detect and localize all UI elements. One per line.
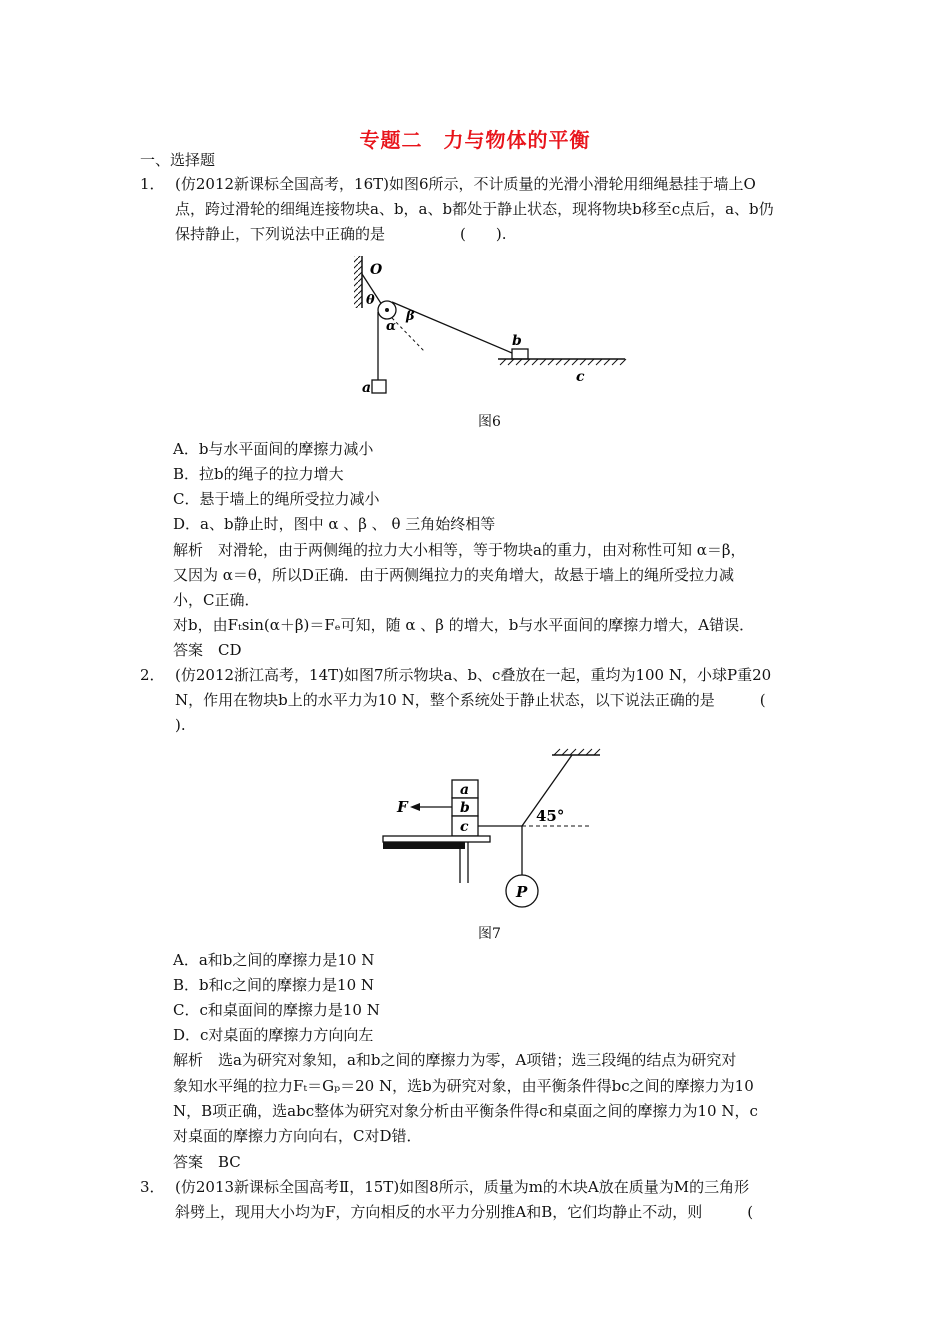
fig7-label-P: P (516, 883, 528, 901)
question-1-number: 1． (140, 175, 165, 193)
question-2-analysis-line-1: 解析 选a为研究对象知，a和b之间的摩擦力为零，A项错；选三段绳的结点为研究对 (173, 1051, 737, 1069)
question-3-number: 3． (140, 1178, 165, 1196)
fig6-label-theta: θ (366, 293, 375, 308)
fig7-label-F: F (397, 798, 408, 816)
figure-7-stacked-blocks-diagram (380, 745, 620, 915)
section-heading: 一、选择题 (140, 151, 216, 169)
question-3-line-1: (仿2013新课标全国高考Ⅱ，15T)如图8所示，质量为m的木块A放在质量为M的三角形 (175, 1178, 750, 1196)
question-1-option-c: C．悬于墙上的绳所受拉力减小 (173, 490, 380, 508)
fig7-label-c: c (460, 819, 469, 835)
question-2-line-1: (仿2012浙江高考，14T)如图7所示物块a、b、c叠放在一起，重均为100 N，小球P重20 (175, 666, 772, 684)
fig6-label-a: a (362, 380, 372, 396)
question-1-line-1: (仿2012新课标全国高考，16T)如图6所示，不计质量的光滑小滑轮用细绳悬挂于墙上O (175, 175, 756, 193)
fig6-label-beta: β (406, 309, 415, 324)
question-1-answer: 答案 CD (173, 641, 242, 659)
question-1-option-d: D．a、b静止时，图中 α 、β 、 θ 三角始终相等 (173, 515, 496, 533)
fig7-label-b: b (460, 800, 470, 816)
question-1-line-3: 保持静止，下列说法中正确的是 ( ). (175, 225, 507, 243)
question-3-line-2: 斜劈上，现用大小均为F，方向相反的水平力分别推A和B，它们均静止不动，则 ( (175, 1203, 754, 1221)
question-2-option-d: D．c对桌面的摩擦力方向向左 (173, 1026, 374, 1044)
fig6-label-O: O (370, 262, 383, 278)
question-1-analysis-line-2: 又因为 α＝θ，所以D正确．由于两侧绳拉力的夹角增大，故悬于墙上的绳所受拉力减 (173, 566, 734, 584)
question-2-option-c: C．c和桌面间的摩擦力是10 N (173, 1001, 380, 1019)
question-1-option-a: A．b与水平面间的摩擦力减小 (173, 440, 374, 458)
question-2-analysis-line-2: 象知水平绳的拉力Fₜ＝Gₚ＝20 N，选b为研究对象，由平衡条件得bc之间的摩擦力为10 (173, 1077, 754, 1095)
figure-6-pulley-diagram (340, 252, 640, 402)
page-title: 专题二 力与物体的平衡 (359, 128, 591, 152)
question-2-number: 2． (140, 666, 165, 684)
figure-6-caption: 图6 (478, 414, 501, 430)
question-2-analysis-line-3: N，B项正确，选abc整体为研究对象分析由平衡条件得c和桌面之间的摩擦力为10 N，c (173, 1102, 758, 1120)
fig7-label-angle: 45° (536, 807, 565, 825)
fig6-label-alpha: α (386, 319, 397, 334)
question-1-analysis-line-1: 解析 对滑轮，由于两侧绳的拉力大小相等，等于物块a的重力，由对称性可知 α＝β， (173, 541, 746, 559)
question-2-option-b: B．b和c之间的摩擦力是10 N (173, 976, 375, 994)
question-2-option-a: A．a和b之间的摩擦力是10 N (173, 951, 375, 969)
fig6-label-b: b (512, 333, 522, 349)
fig6-label-c: c (576, 369, 585, 385)
question-2-line-3: ). (175, 716, 186, 734)
question-2-analysis-line-4: 对桌面的摩擦力方向向右，C对D错． (173, 1127, 422, 1145)
question-1-analysis-line-3: 小，C正确． (173, 591, 260, 609)
question-1-analysis-line-4: 对b，由Fₜsin(α＋β)＝Fₑ可知，随 α 、β 的增大，b与水平面间的摩擦力增大，A错误． (173, 616, 755, 634)
question-1-option-b: B．拉b的绳子的拉力增大 (173, 465, 344, 483)
question-2-answer: 答案 BC (173, 1153, 241, 1171)
question-2-line-2: N，作用在物块b上的水平力为10 N，整个系统处于静止状态，以下说法正确的是 ( (175, 691, 766, 709)
figure-7-caption: 图7 (478, 926, 501, 942)
question-1-line-2: 点，跨过滑轮的细绳连接物块a、b，a、b都处于静止状态，现将物块b移至c点后，a、b仍 (175, 200, 774, 218)
fig7-label-a: a (460, 782, 470, 798)
